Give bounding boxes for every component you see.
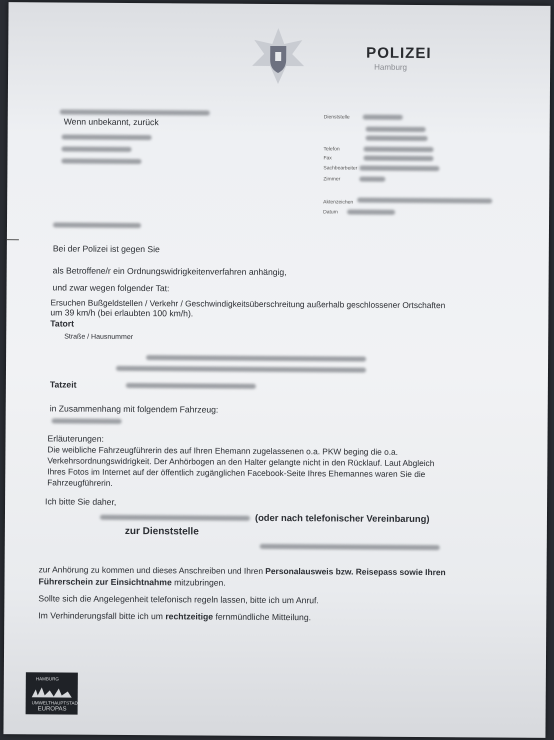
org-title: POLIZEI — [366, 44, 432, 63]
explanation-line-3: Ihres Fotos im Internet auf der öffentlich zugänglichen Facebook-Seite Ihres Ehemannes waren Sie die — [47, 466, 426, 480]
redacted-recipient-2 — [62, 146, 132, 151]
explanation-title: Erläuterungen: — [47, 433, 104, 444]
badge-line-2: UMWELTHAUPTSTADT — [31, 700, 81, 706]
redacted-contact-5 — [363, 156, 433, 161]
badge-line-1: HAMBURG — [35, 676, 59, 682]
return-note: Wenn unbekannt, zurück — [63, 116, 159, 128]
closing-line-2 — [38, 576, 225, 588]
label-datum: Datum — [323, 209, 338, 216]
request-line: Ich bitte Sie daher, — [45, 496, 117, 507]
redacted-contact-6 — [359, 166, 439, 172]
closing-4-text-a: Im Verhinderungsfall bitte ich um — [38, 610, 166, 622]
redacted-office — [260, 544, 440, 550]
redacted-plate — [52, 418, 122, 423]
closing-line-3: Sollte sich die Angelegenheit telefonisch regeln lassen, bitte ich um Anruf. — [38, 593, 319, 606]
street-label: Straße / Hausnummer — [64, 333, 134, 341]
org-subtitle: Hamburg — [374, 62, 408, 72]
label-zimmer: Zimmer — [323, 176, 341, 183]
redacted-contact-4 — [364, 147, 434, 152]
closing-2-text: mitzubringen. — [171, 577, 226, 588]
police-star-icon — [248, 26, 308, 86]
redacted-contact-7 — [359, 177, 385, 182]
id-documents: Personalausweis bzw. Reisepass sowie Ihren — [265, 565, 446, 578]
redacted-recipient-1 — [62, 134, 152, 140]
redacted-recipient-3 — [61, 158, 141, 164]
body-line-2: als Betroffene/r ein Ordnungswidrigkeitenverfahren anhängig, — [52, 265, 287, 278]
office-label: zur Dienststelle — [124, 525, 199, 538]
closing-line-4 — [38, 610, 311, 623]
body-line-3: und zwar wegen folgender Tat: — [52, 282, 170, 294]
label-sachbearbeiter: Sachbearbeiter — [323, 165, 358, 172]
explanation-line-1: Die weibliche Fahrzeugführerin des auf Ihren Ehemann zugelassenen o.a. PKW beging die o.a. — [47, 444, 398, 457]
label-aktenzeichen: Aktenzeichen — [323, 199, 354, 206]
redacted-contact-3 — [366, 136, 428, 141]
redacted-location-1 — [146, 355, 366, 362]
label-telefon: Telefon — [323, 146, 340, 153]
letter-page — [3, 2, 550, 738]
offense-line-1: Ersuchen Bußgeldstellen / Verkehr / Geschwindigkeitsüberschreitung außerhalb geschlossener Ortschaften — [50, 297, 446, 311]
redacted-contact-1 — [363, 115, 403, 120]
phone-alternative: (oder nach telefonischer Vereinbarung) — [254, 511, 430, 525]
tatort-label: Tatort — [50, 318, 75, 329]
body-line-1: Bei der Polizei ist gegen Sie — [52, 243, 160, 255]
redacted-salutation — [53, 222, 141, 228]
closing-4-text-b: fernmündliche Mitteilung. — [213, 611, 312, 623]
redacted-contact-9 — [347, 209, 395, 214]
police-star-logo — [248, 26, 308, 86]
skyline-icon — [26, 683, 78, 699]
redacted-contact-8 — [357, 198, 492, 204]
redacted-location-2 — [116, 366, 366, 373]
redacted-sender — [60, 109, 210, 115]
license-inspection: Führerschein zur Einsichtnahme — [38, 576, 172, 588]
vehicle-line: in Zusammenhang mit folgendem Fahrzeug: — [49, 403, 219, 415]
label-dienststelle: Dienststelle — [323, 114, 350, 121]
fold-mark — [5, 239, 19, 240]
redacted-date — [100, 515, 250, 521]
redacted-contact-2 — [366, 127, 426, 132]
explanation-line-2: Verkehrsordnungswidrigkeit. Der Anhörbogen an den Halter gelangte nicht in den Rücklauf. Laut Abgleich — [47, 455, 435, 469]
explanation-line-4: Fahrzeugführerin. — [47, 477, 113, 488]
timely-emphasis: rechtzeitige — [165, 611, 214, 622]
tatzeit-label: Tatzeit — [49, 379, 77, 390]
label-fax: Fax — [323, 155, 332, 162]
badge-line-3: EUROPAS — [37, 706, 67, 713]
closing-1-text: zur Anhörung zu kommen und dieses Anschreiben und Ihren — [38, 564, 266, 576]
redacted-time — [126, 383, 256, 389]
environment-capital-badge — [26, 672, 81, 714]
offense-line-2: um 39 km/h (bei erlaubten 100 km/h). — [50, 307, 194, 319]
